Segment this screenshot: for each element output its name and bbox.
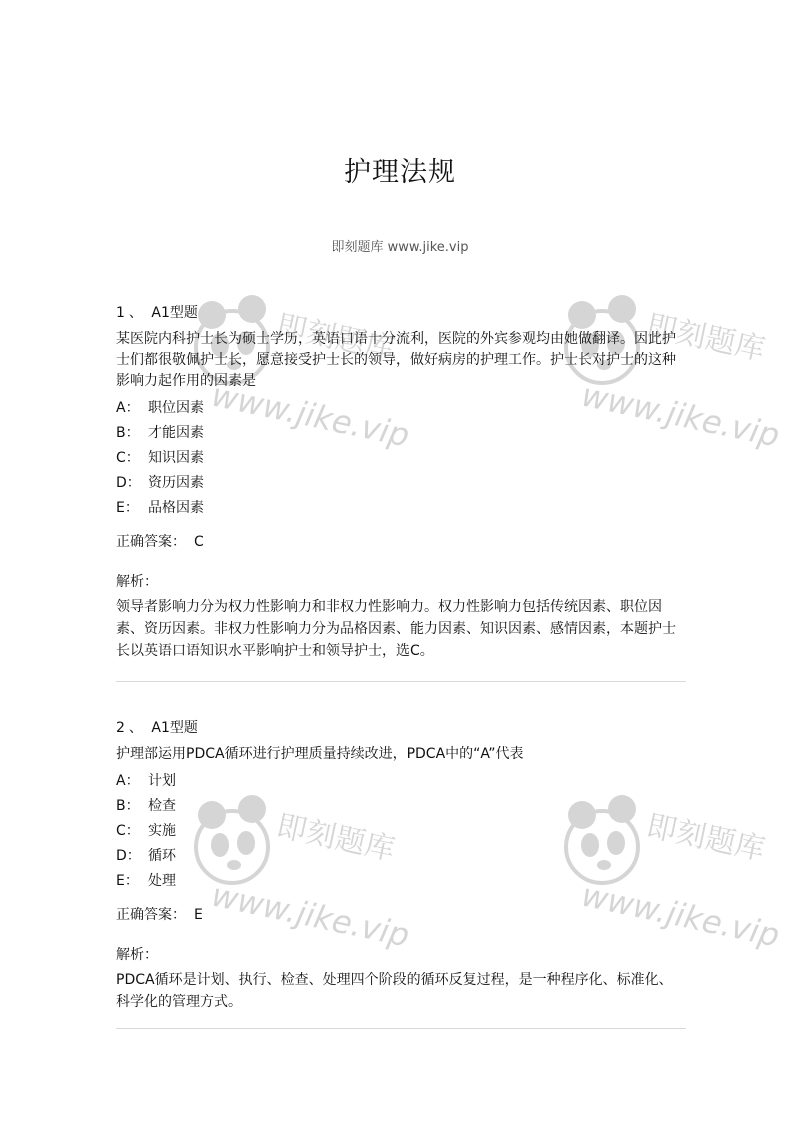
page-title: 护理法规 xyxy=(344,157,456,188)
answer-value: C xyxy=(194,534,204,550)
correct-answer xyxy=(116,532,686,552)
option-c xyxy=(116,819,686,844)
divider xyxy=(116,1028,686,1029)
svg-text:即刻题库: 即刻题库 xyxy=(643,808,768,868)
answer-label: 正确答案： xyxy=(116,534,186,550)
svg-text:即刻题库: 即刻题库 xyxy=(273,808,398,868)
option-c xyxy=(116,446,686,471)
analysis-text: PDCA循环是计划、执行、检查、处理四个阶段的循环反复过程，是一种程序化、标准化、科学化的管理方式。 xyxy=(116,972,673,1010)
option-letter: C： xyxy=(116,450,140,466)
option-list xyxy=(116,769,686,894)
option-text: 实施 xyxy=(148,823,176,839)
answer-value: E xyxy=(194,907,203,923)
option-letter: E： xyxy=(116,873,139,889)
analysis-label: 解析： xyxy=(116,947,158,963)
question-type: A1型题 xyxy=(151,305,198,321)
answer-label: 正确答案： xyxy=(116,907,186,923)
option-e xyxy=(116,869,686,894)
option-letter: D： xyxy=(116,848,141,864)
analysis-text: 领导者影响力分为权力性影响力和非权力性影响力。权力性影响力包括传统因素、职位因素、资历因素。非权力性影响力分为品格因素、能力因素、知识因素、感情因素，本题护士长以英语口语知识水平影响护士和领导护士，选C。 xyxy=(116,599,676,659)
option-d xyxy=(116,844,686,869)
option-text: 计划 xyxy=(148,773,176,789)
question-separator: 、 xyxy=(128,720,143,736)
option-text: 循环 xyxy=(148,848,176,864)
option-text: 知识因素 xyxy=(148,450,204,466)
correct-answer xyxy=(116,905,686,925)
option-letter: D： xyxy=(116,475,141,491)
option-b xyxy=(116,421,686,446)
option-letter: A： xyxy=(116,400,140,416)
question-stem: 护理部运用PDCA循环进行护理质量持续改进，PDCA中的“A”代表 xyxy=(116,746,524,762)
option-d xyxy=(116,471,686,496)
option-letter: C： xyxy=(116,823,140,839)
svg-text:即刻题库: 即刻题库 xyxy=(273,308,398,368)
option-text: 才能因素 xyxy=(148,425,204,441)
question-separator: 、 xyxy=(128,305,143,321)
option-b xyxy=(116,794,686,819)
svg-text:www.jike.vip: www.jike.vip xyxy=(578,875,783,955)
option-a xyxy=(116,769,686,794)
analysis-label: 解析： xyxy=(116,574,158,590)
option-letter: B： xyxy=(116,425,140,441)
question-type: A1型题 xyxy=(151,720,198,736)
svg-text:www.jike.vip: www.jike.vip xyxy=(578,375,783,455)
svg-text:www.jike.vip: www.jike.vip xyxy=(208,875,413,955)
page-subtitle: 即刻题库 www.jike.vip xyxy=(331,240,469,255)
question-2 xyxy=(116,718,686,1013)
option-letter: A： xyxy=(116,773,140,789)
question-header xyxy=(116,303,686,323)
option-a xyxy=(116,396,686,421)
option-letter: B： xyxy=(116,798,140,814)
question-number: 2 xyxy=(116,720,125,736)
question-number: 1 xyxy=(116,305,125,321)
question-1 xyxy=(116,303,686,662)
divider xyxy=(116,681,686,682)
option-text: 资历因素 xyxy=(148,475,204,491)
option-list xyxy=(116,396,686,521)
option-text: 品格因素 xyxy=(148,500,204,516)
option-e xyxy=(116,496,686,521)
question-stem: 某医院内科护士长为硕士学历，英语口语十分流利，医院的外宾参观均由她做翻译。因此护士们都很敬佩护士长，愿意接受护士长的领导，做好病房的护理工作。护士长对护士的这种影响力起作用的因素是 xyxy=(116,331,676,389)
option-letter: E： xyxy=(116,500,139,516)
option-text: 职位因素 xyxy=(148,400,204,416)
svg-text:www.jike.vip: www.jike.vip xyxy=(208,375,413,455)
option-text: 处理 xyxy=(148,873,176,889)
option-text: 检查 xyxy=(148,798,176,814)
question-header xyxy=(116,718,686,738)
svg-text:即刻题库: 即刻题库 xyxy=(643,308,768,368)
